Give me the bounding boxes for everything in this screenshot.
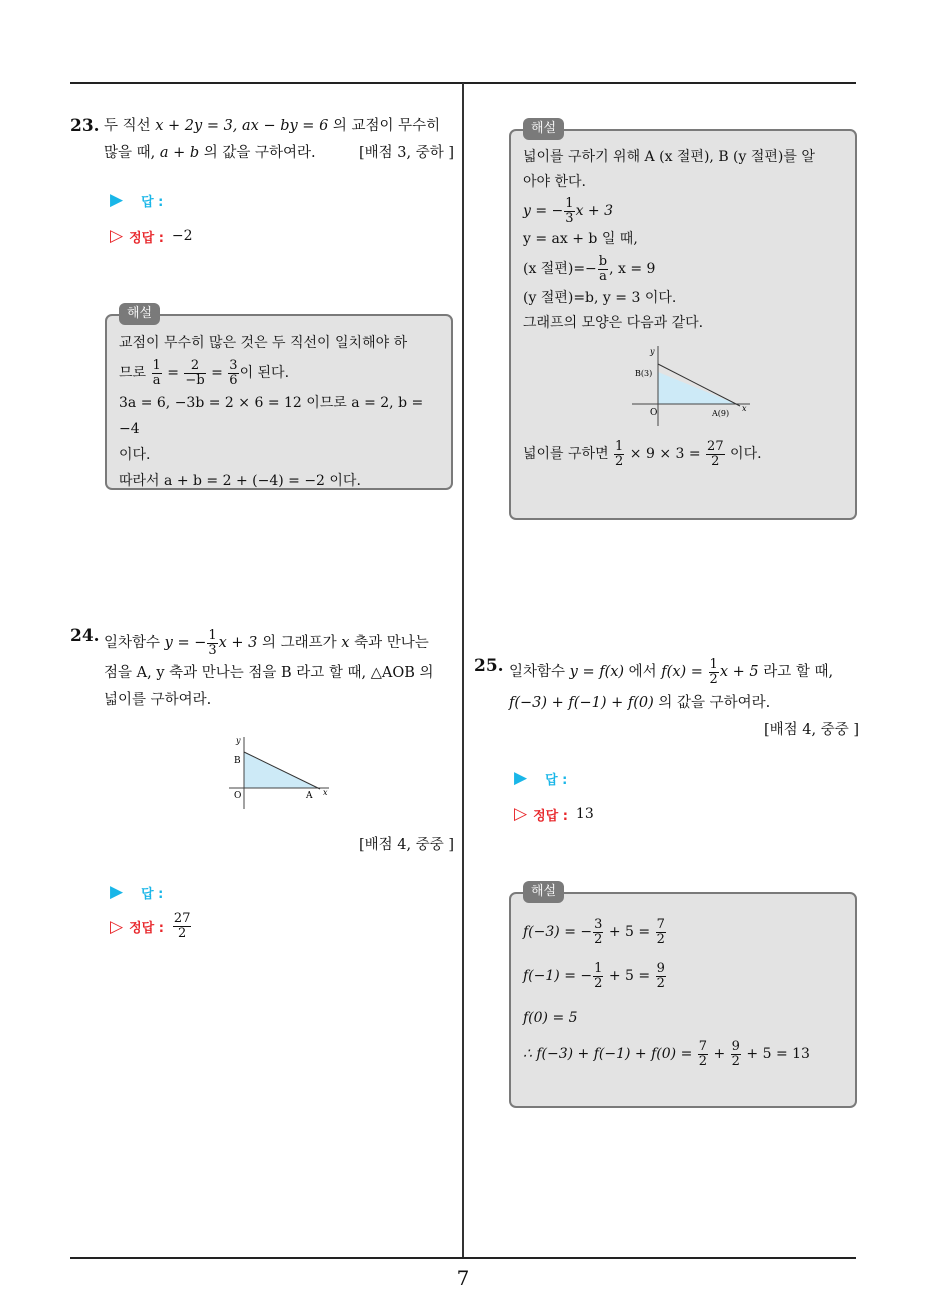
q23-line1: 두 직선 x + 2y = 3, ax − by = 6 의 교점이 무수히 (104, 118, 441, 134)
q24sol-y-label: y (650, 347, 655, 356)
q23-sol-fraction-line: 므로 $\frac{1}{a}$ = $\frac{2}{-b}$ = $\frac{3}{6}$ 이 된다. (119, 357, 290, 388)
correct-arrow-icon: ▷ (110, 226, 124, 246)
q24-a-label: A (306, 791, 313, 801)
q24-x-label: x (323, 788, 328, 797)
q24sol-graph (628, 342, 758, 432)
solution-tag: 해설 (119, 303, 160, 325)
q23-line2: 많을 때, a + b 의 값을 구하여라. [배점 3, 중하 ] (104, 140, 454, 167)
solution-tag: 해설 (523, 118, 564, 140)
q25-answer-row: ▶ 답 : (514, 768, 568, 788)
question-25-text (509, 654, 859, 744)
q24-b-label: B (234, 756, 241, 766)
q24sol-a-label: A(9) (712, 409, 730, 418)
q24-solution-box: 해설 넓이를 구하기 위해 A (x 절편), B (y 절편)를 알 아야 한다. y = − $\frac{1}{3}$ x + 3 y = ax + b 일 때, (x 절편)=− $\frac{b}{a}$ , x = 9 (y 절편)=b, y = 3 이다. 그래프의 모양은 다음과 같다. y x O A(9) B(3) 넓이를 구하면 $\frac{1}{2}$ × 9 × 3 = $\frac{27}{2}$ 이다. (509, 129, 857, 520)
question-25-number: 25. (474, 656, 504, 676)
q23-correct-row: ▷ 정답 : −2 (110, 226, 193, 246)
q25-line1: 일차함수 y = f(x) 에서 f(x) = $\frac{1}{2}$ x + 5 라고 할 때, (509, 656, 834, 687)
question-23-text (104, 113, 454, 167)
q24sol-line3: y = − $\frac{1}{3}$ x + 3 (523, 195, 613, 226)
q23-solution-box: 해설 교점이 무수히 많은 것은 두 직선이 일치해야 하 므로 $\frac{1}{a}$ = $\frac{2}{-b}$ = $\frac{3}{6}$ 이 된다. 3a = 6, −3b = 2 × 6 = 12 이므로 a = 2, b = −4 이다. 따라서 a + b = 2 + (−4) = −2 이다. (105, 314, 453, 490)
q24sol-graph-area (523, 336, 843, 436)
q25-sol-row1: f(−3) = − $\frac{3}{2}$ + 5 = $\frac{7}{2}$ (523, 916, 665, 947)
bottom-rule (70, 1257, 856, 1259)
answer-arrow-icon: ▶ (514, 768, 528, 788)
solution-tag: 해설 (523, 881, 564, 903)
q23-score: [배점 3, 중하 ] (358, 145, 454, 161)
q24-line1: 일차함수 y = − $\frac{1}{3}$ x + 3 의 그래프가 x 축과 만나는 (104, 627, 429, 658)
answer-arrow-icon: ▶ (110, 190, 124, 210)
q24sol-triangle-area (658, 372, 736, 404)
correct-arrow-icon: ▷ (514, 804, 528, 824)
q24-y-label: y (236, 736, 241, 745)
q23-correct-value: −2 (171, 228, 193, 244)
q24-graph (225, 733, 335, 813)
q24sol-line5: (x 절편)=− $\frac{b}{a}$ , x = 9 (523, 253, 656, 284)
q25-sol-row3: f(0) = 5 (523, 1010, 578, 1026)
correct-arrow-icon: ▷ (110, 916, 124, 937)
q23-answer-row: ▶ 답 : (110, 190, 164, 210)
q24-correct-row: ▷ 정답 : $\frac{27}{2}$ (110, 911, 191, 941)
q24-o-label: O (234, 791, 242, 801)
q25-correct-row: ▷ 정답 : 13 (514, 804, 594, 824)
q25-sol-row4: ∴ f(−3) + f(−1) + f(0) = $\frac{7}{2}$ + $\frac{9}{2}$ + 5 = 13 (523, 1038, 810, 1069)
q24-answer-row: ▶ 답 : (110, 882, 164, 902)
answer-arrow-icon: ▶ (110, 882, 124, 902)
q24sol-o-label: O (650, 408, 658, 418)
q25-line2: f(−3) + f(−1) + f(0) 의 값을 구하여라. (509, 695, 771, 711)
q24-correct-value: $\frac{27}{2}$ (173, 911, 191, 941)
q25-score: [배점 4, 중중 ] (763, 722, 859, 738)
q24-score: [배점 4, 중중 ] (358, 837, 454, 853)
q24sol-x-label: x (742, 404, 747, 413)
question-24-text: 일차함수 y = − $\frac{1}{3}$ x + 3 의 그래프가 x 축과 만나는 점을 A, y 축과 만나는 점을 B 라고 할 때, △AOB 의 넓이를 구하여라. (104, 626, 456, 714)
q24sol-area-line: 넓이를 구하면 $\frac{1}{2}$ × 9 × 3 = $\frac{27}{2}$ 이다. (523, 438, 762, 469)
question-23-number: 23. (70, 116, 100, 136)
page-number: 7 (456, 1266, 470, 1290)
question-24-number: 24. (70, 626, 100, 646)
q25-sol-row2: f(−1) = − $\frac{1}{2}$ + 5 = $\frac{9}{2}$ (523, 960, 665, 991)
q24sol-b-label: B(3) (635, 369, 653, 378)
q25-solution-box (509, 884, 857, 1108)
q25-correct-value: 13 (575, 806, 594, 822)
column-divider (462, 83, 464, 1258)
